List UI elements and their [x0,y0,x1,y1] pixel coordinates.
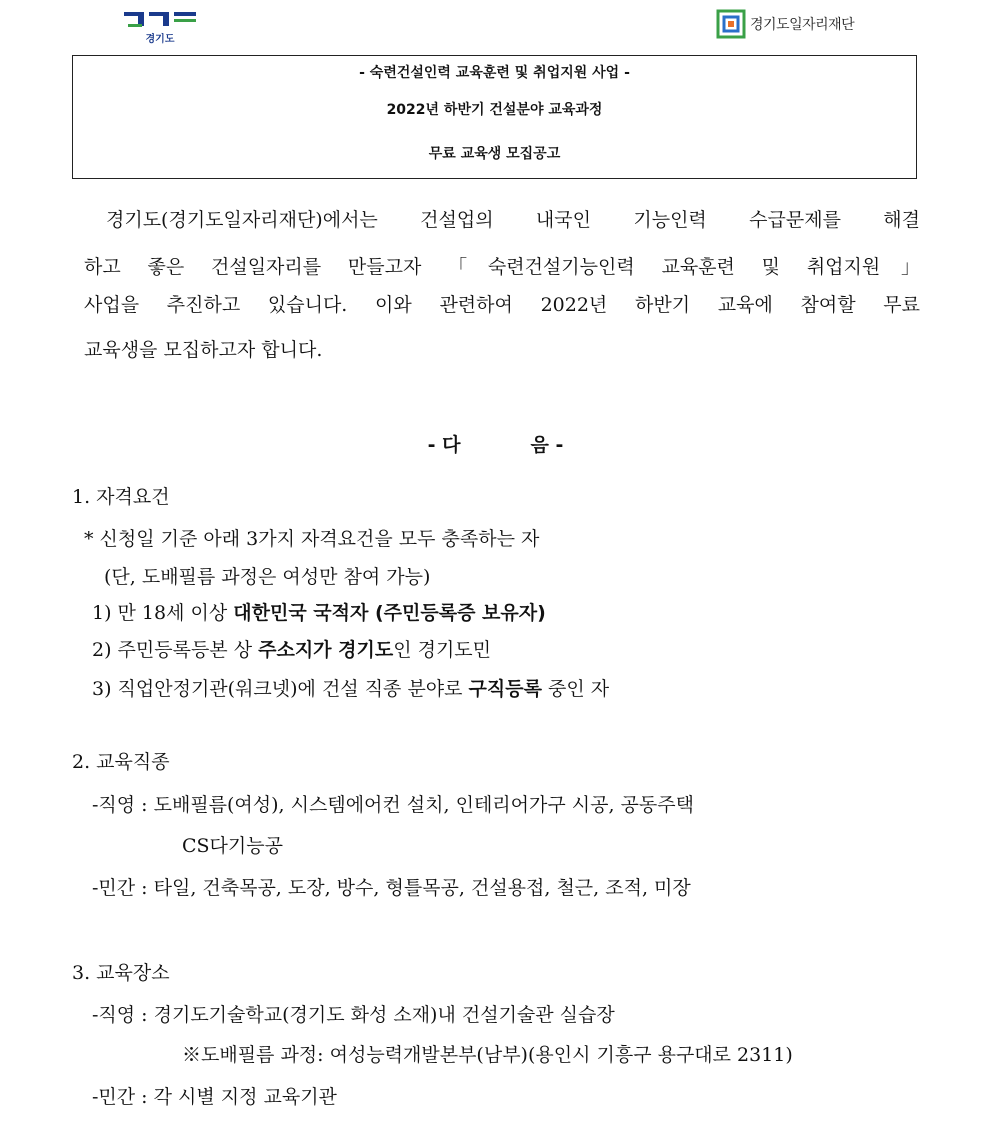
divider-right: 음 - [530,434,564,456]
title-line-1: 2022년 하반기 건설분야 교육과정 [386,102,603,118]
title-line-2: 무료 교육생 모집공고 [428,146,561,162]
intro-line-1: 경기도(경기도일자리재단)에서는 건설업의 내국인 기능인력 수급문제를 해결 [106,209,920,231]
divider-left: - 다 [427,434,461,456]
section2-direct-line-1: -직영 : 도배필름(여성), 시스템에어컨 설치, 인테리어가구 시공, 공동주택 [92,794,694,816]
section1-heading: 1. 자격요건 [72,486,170,508]
item-1-text: 1) 만 18세 이상 [92,602,234,624]
section3-heading: 3. 교육장소 [72,962,170,984]
item-3-text: 3) 직업안정기관(워크넷)에 건설 직종 분야로 [92,678,469,700]
section2-direct-line-2: CS다기능공 [182,835,283,857]
intro-line-2: 하고 좋은 건설일자리를 만들고자 「숙련건설기능인력 교육훈련 및 취업지원」 [84,256,920,278]
gyeonggi-do-logo-mark [124,10,196,30]
section1-item-3 [92,677,609,701]
section1-item-1 [92,601,546,625]
gyeonggi-do-logo-text: 경기도 [145,34,175,45]
section2-heading: 2. 교육직종 [72,751,170,773]
foundation-logo-text: 경기도일자리재단 [750,17,855,33]
item-3-bold: 구직등록 [468,678,542,700]
intro-line-3: 사업을 추진하고 있습니다. 이와 관련하여 2022년 하반기 교육에 참여할 무료 [84,294,920,316]
section3-private-line: -민간 : 각 시별 지정 교육기관 [92,1086,337,1108]
section2-private-line: -민간 : 타일, 건축목공, 도장, 방수, 형틀목공, 건설용접, 철근, 조적, 미장 [92,877,691,899]
item-2-bold: 주소지가 경기도 [258,639,394,661]
section3-direct-line-2: ※도배필름 과정: 여성능력개발본부(남부)(용인시 기흥구 용구대로 2311) [182,1044,793,1066]
item-1-bold: 대한민국 국적자 (주민등록증 보유자) [233,602,546,624]
gyeonggi-job-foundation-logo [716,6,854,42]
section1-note-sub: (단, 도배필름 과정은 여성만 참여 가능) [104,566,431,588]
divider-heading [0,430,991,457]
gyeonggi-do-logo [122,10,198,45]
item-2-post: 인 경기도민 [393,639,492,661]
section1-note: * 신청일 기준 아래 3가지 자격요건을 모두 충족하는 자 [84,528,540,550]
foundation-logo-icon [716,9,746,39]
title-subtitle: - 숙련건설인력 교육훈련 및 취업지원 사업 - [359,65,630,81]
title-box [72,55,917,179]
item-2-text: 2) 주민등록등본 상 [92,639,259,661]
section3-direct-line-1: -직영 : 경기도기술학교(경기도 화성 소재)내 건설기술관 실습장 [92,1004,615,1026]
item-3-post: 중인 자 [541,678,610,700]
section1-item-2 [92,638,491,662]
intro-line-4: 교육생을 모집하고자 합니다. [84,339,323,361]
